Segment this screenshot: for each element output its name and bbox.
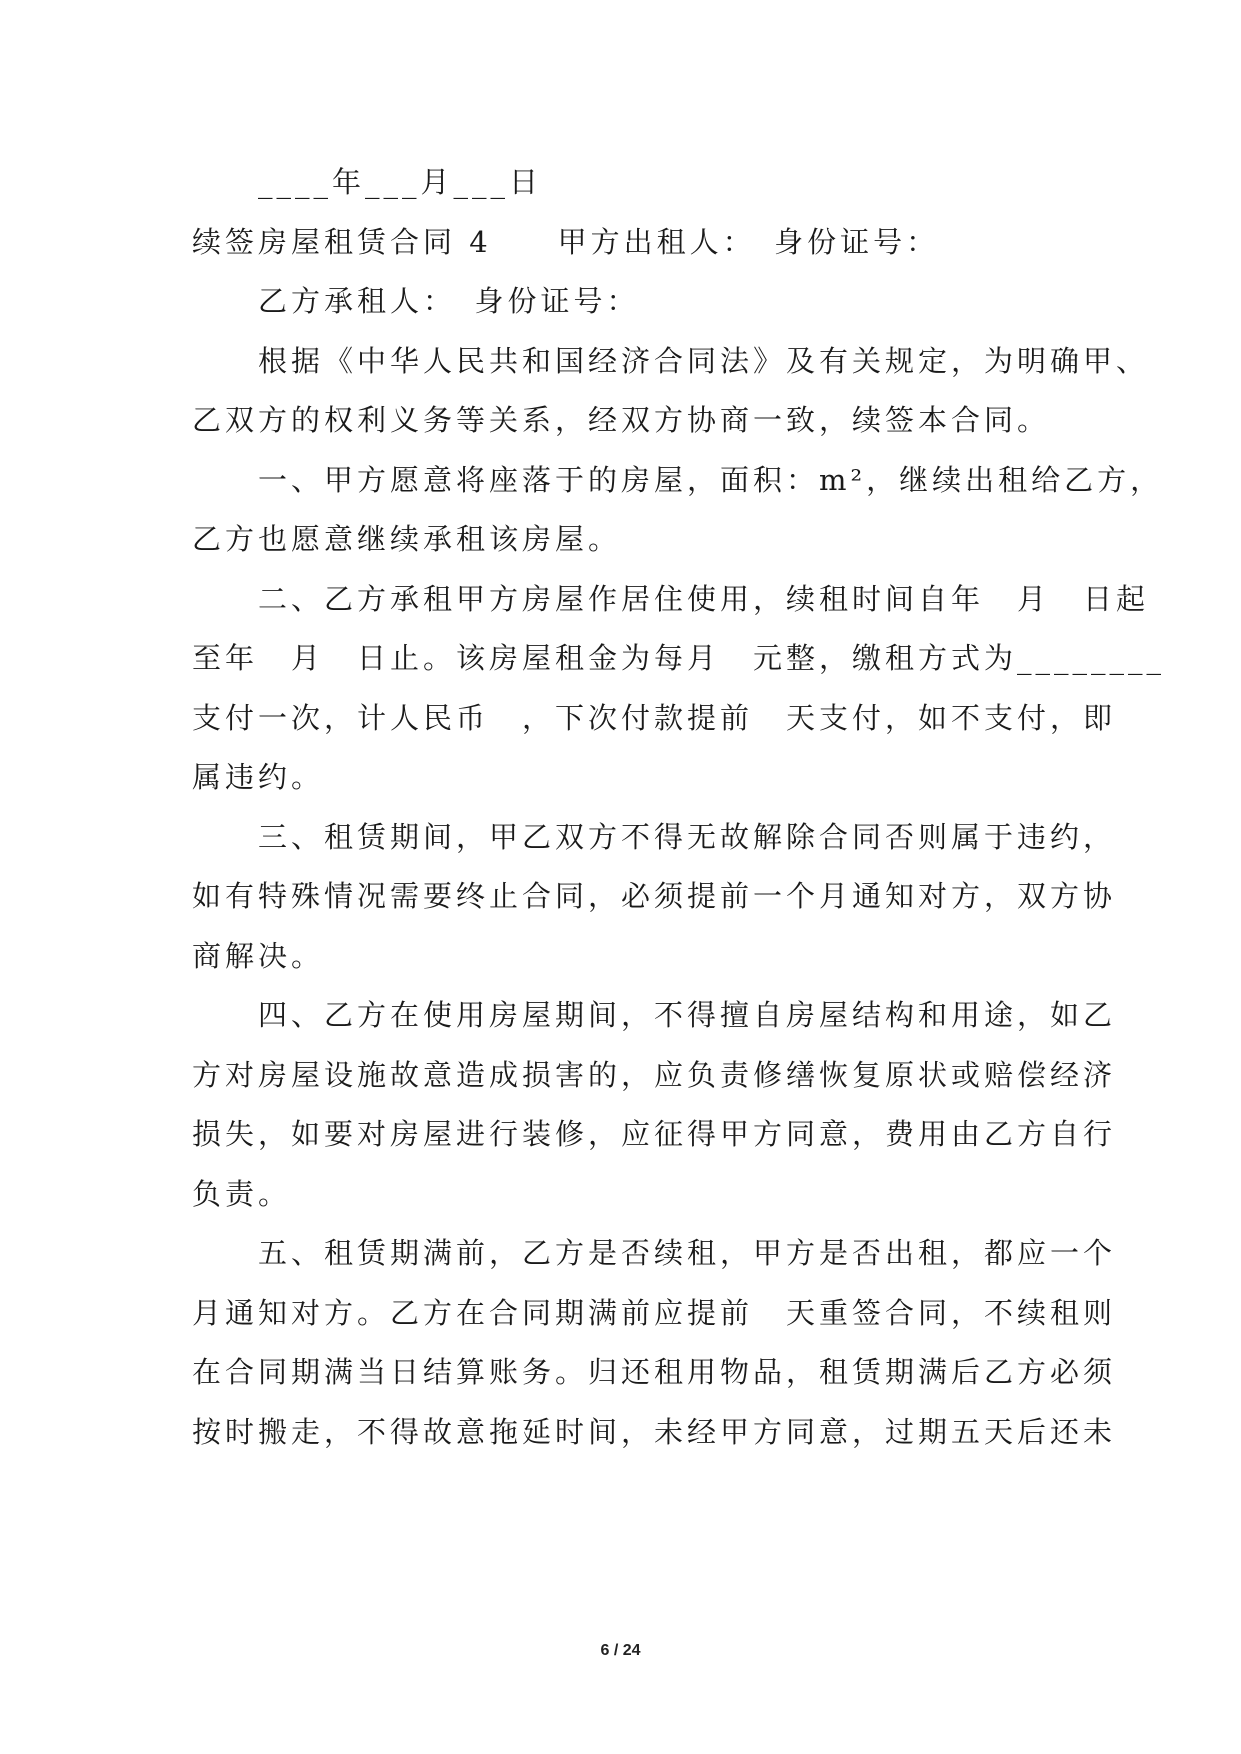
paragraph-line: 负责。 <box>192 1177 292 1211</box>
page-number: 6 / 24 <box>600 1642 641 1659</box>
paragraph-line: 损失，如要对房屋进行装修，应征得甲方同意，费用由乙方自行 <box>192 1117 1117 1151</box>
paragraph-line: 按时搬走，不得故意拖延时间，未经甲方同意，过期五天后还未 <box>192 1415 1117 1449</box>
paragraph-line: 根据《中华人民共和国经济合同法》及有关规定，为明确甲、 <box>192 344 1150 378</box>
date-line: ____年___月___日 <box>192 165 543 199</box>
paragraph-line: 月通知对方。乙方在合同期满前应提前 天重签合同，不续租则 <box>192 1296 1117 1330</box>
paragraph-line: 在合同期满当日结算账务。归还租用物品，租赁期满后乙方必须 <box>192 1355 1117 1389</box>
contract-title-line: 续签房屋租赁合同 4 甲方出租人： 身份证号： <box>192 225 940 259</box>
paragraph-line: 方对房屋设施故意造成损害的，应负责修缮恢复原状或赔偿经济 <box>192 1058 1117 1092</box>
paragraph-line: 乙方也愿意继续承租该房屋。 <box>192 522 622 556</box>
paragraph-line: 四、乙方在使用房屋期间，不得擅自房屋结构和用途，如乙 <box>192 998 1117 1032</box>
paragraph-line: 商解决。 <box>192 939 325 973</box>
paragraph-line: 如有特殊情况需要终止合同，必须提前一个月通知对方，双方协 <box>192 879 1117 913</box>
paragraph-line: 二、乙方承租甲方房屋作居住使用，续租时间自年 月 日起 <box>192 582 1150 616</box>
paragraph-line: 五、租赁期满前，乙方是否续租，甲方是否出租，都应一个 <box>192 1236 1117 1270</box>
paragraph-line: 一、甲方愿意将座落于的房屋，面积：m²，继续出租给乙方， <box>192 463 1164 497</box>
paragraph-line: 三、租赁期间，甲乙双方不得无故解除合同否则属于违约， <box>192 820 1117 854</box>
paragraph-line: 支付一次，计人民币 ，下次付款提前 天支付，如不支付，即 <box>192 701 1117 735</box>
tenant-line: 乙方承租人： 身份证号： <box>192 284 640 318</box>
paragraph-line: 至年 月 日止。该房屋租金为每月 元整，缴租方式为________ <box>192 641 1166 675</box>
paragraph-line: 乙双方的权利义务等关系，经双方协商一致，续签本合同。 <box>192 403 1051 437</box>
paragraph-line: 属违约。 <box>192 760 325 794</box>
